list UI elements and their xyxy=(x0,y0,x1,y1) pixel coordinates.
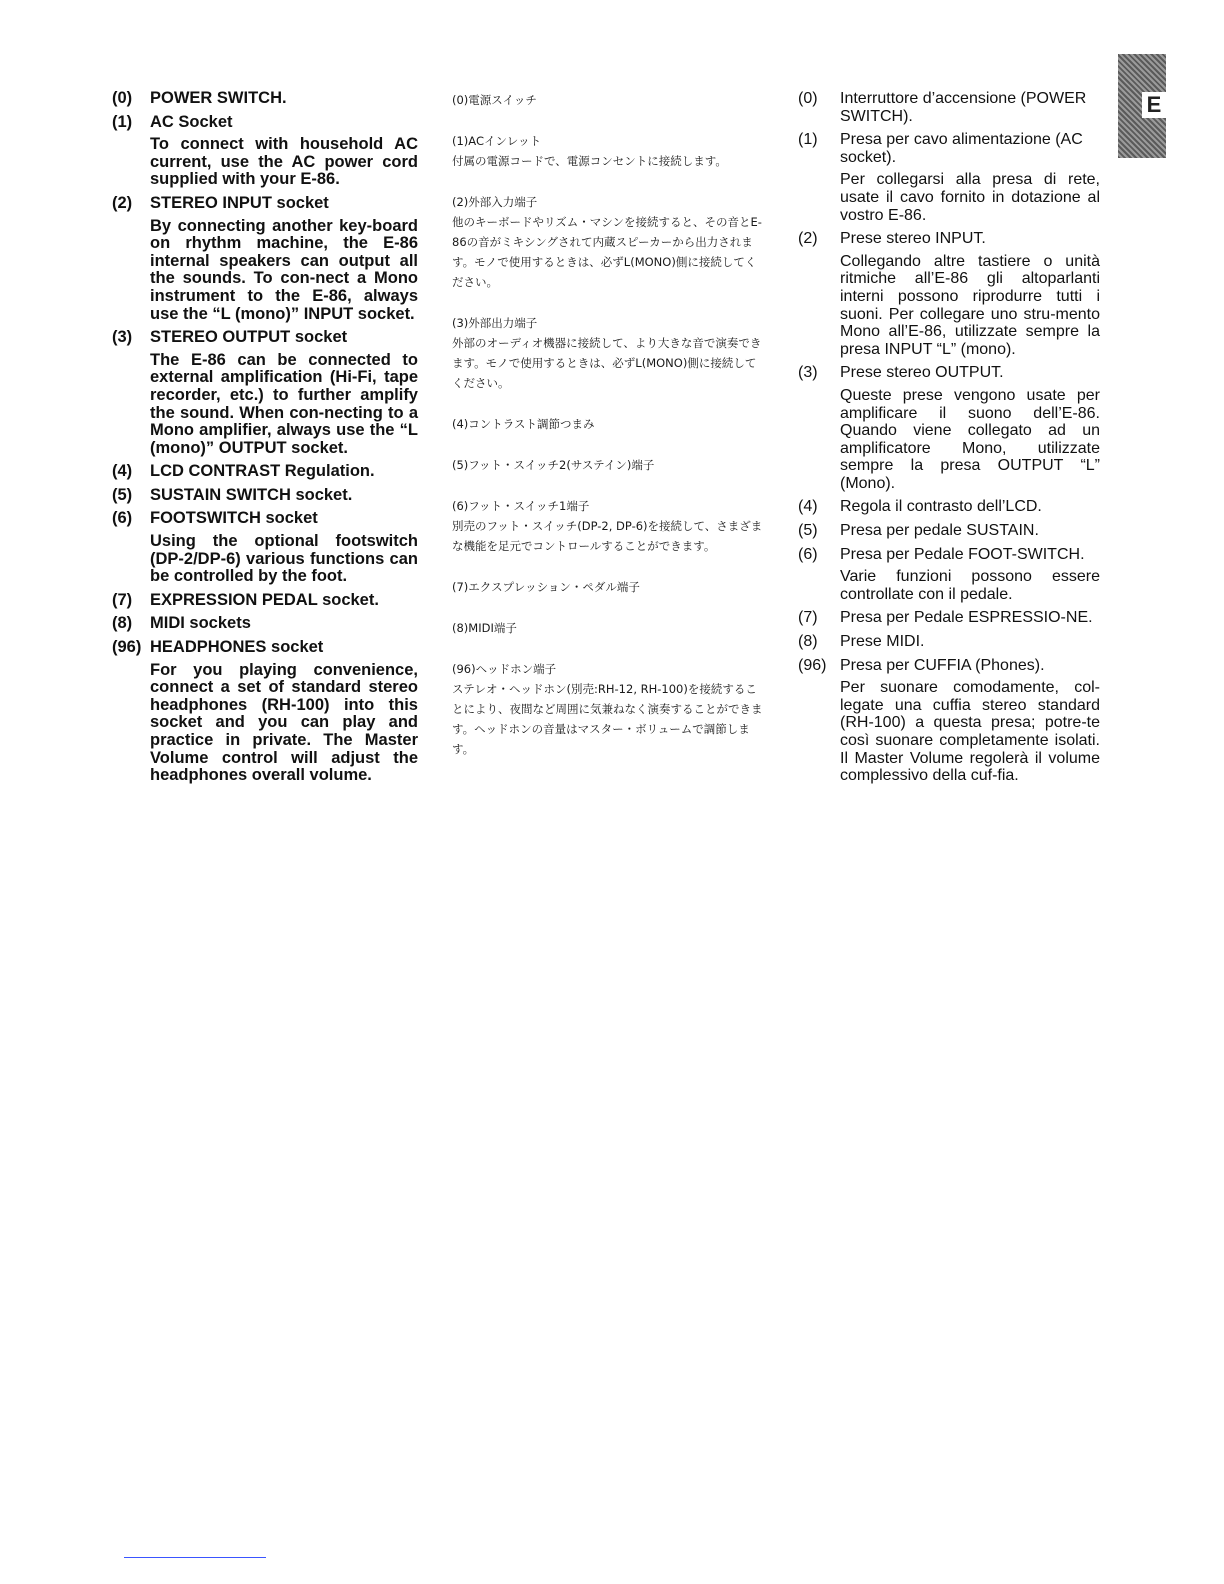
list-item xyxy=(798,364,1100,492)
item-title: Presa per Pedale FOOT-SWITCH. xyxy=(840,545,1085,563)
item-title: Presa per Pedale ESPRESSIO-NE. xyxy=(840,609,1093,627)
item-title: (2)外部入力端子 xyxy=(452,195,538,209)
list-item xyxy=(452,90,764,110)
item-title: STEREO INPUT socket xyxy=(150,193,329,212)
item-title: HEADPHONES socket xyxy=(150,638,324,657)
item-description: For you playing convenience, connect a set of standard stereo headphones (RH-100) into this socket and you can play and practice in private. The Master Volume control will adjust the headphones overall volume. xyxy=(150,660,418,785)
list-item xyxy=(798,633,1100,651)
item-number: (1) xyxy=(112,112,133,131)
item-title: Presa per cavo alimentazione (AC socket). xyxy=(840,131,1083,166)
item-title: Prese stereo OUTPUT. xyxy=(840,364,1004,382)
item-title: (1)ACインレット xyxy=(452,134,542,148)
list-item xyxy=(798,546,1100,604)
list-item xyxy=(112,195,418,323)
item-title: Prese MIDI. xyxy=(840,633,925,651)
item-number: (8) xyxy=(112,614,133,633)
item-title: EXPRESSION PEDAL socket. xyxy=(150,590,379,609)
item-description: By connecting another key-board on rhythm machine, the E-86 internal speakers can output all the sounds. To con-nect a Mono instrument to the E-86, always use the “L (mono)” INPUT socket. xyxy=(150,216,418,323)
list-item xyxy=(452,455,764,475)
item-description: 別売のフット・スイッチ(DP-2, DP-6)を接続して、さまざまな機能を足元でコントロールすることができます。 xyxy=(452,519,763,553)
list-item xyxy=(452,577,764,597)
page-divider xyxy=(124,1557,266,1558)
english-column xyxy=(112,90,418,791)
item-number: (6) xyxy=(798,545,818,563)
list-item xyxy=(452,313,764,393)
japanese-column xyxy=(452,90,764,780)
list-item xyxy=(798,522,1100,540)
item-title: Prese stereo INPUT. xyxy=(840,230,986,248)
item-title: STEREO OUTPUT socket xyxy=(150,328,348,347)
item-title: (4)コントラスト調節つまみ xyxy=(452,417,595,431)
item-number: (1) xyxy=(798,131,818,149)
list-item xyxy=(112,329,418,457)
item-number: (7) xyxy=(798,609,818,627)
item-title: Regola il contrasto dell’LCD. xyxy=(840,498,1042,516)
item-number: (0) xyxy=(798,90,818,107)
item-number: (6) xyxy=(112,509,133,528)
item-title: (8)MIDI端子 xyxy=(452,621,517,635)
item-title: MIDI sockets xyxy=(150,614,251,633)
item-title: Presa per pedale SUSTAIN. xyxy=(840,522,1039,540)
item-number: (96) xyxy=(112,638,142,657)
item-description: Using the optional footswitch (DP-2/DP-6) various functions can be controlled by the foot. xyxy=(150,532,418,586)
item-number: (3) xyxy=(798,364,818,382)
item-title: Presa per CUFFIA (Phones). xyxy=(840,656,1045,674)
list-item xyxy=(112,510,418,585)
item-description: Collegando altre tastiere o unità ritmiche all’E-86 gli altoparlanti interni possono riprodurre tutti i suoni. Per collegare uno stru-mento Mono all’E-86, utilizzate sempre la presa INPUT “L” (mono). xyxy=(840,252,1100,358)
item-description: 付属の電源コードで、電源コンセントに接続します。 xyxy=(452,154,727,168)
item-number: (96) xyxy=(798,656,827,674)
list-item xyxy=(798,131,1100,224)
item-number: (2) xyxy=(798,230,818,248)
item-description: 他のキーボードやリズム・マシンを接続すると、その音とE-86の音がミキシングされて内蔵スピーカーから出力されます。モノで使用するときは、必ずL(MONO)側に接続してください。 xyxy=(452,215,762,289)
list-item xyxy=(452,192,764,292)
item-description: The E-86 can be connected to external amplification (Hi-Fi, tape recorder, etc.) to further amplify the sound. When con-necting to a Mono amplifier, always use the “L (mono)” OUTPUT socket. xyxy=(150,350,418,457)
item-title: (3)外部出力端子 xyxy=(452,316,538,330)
item-description: Varie funzioni possono essere controllate con il pedale. xyxy=(840,568,1100,603)
list-item xyxy=(798,498,1100,516)
item-title: SUSTAIN SWITCH socket. xyxy=(150,485,353,504)
list-item xyxy=(452,131,764,171)
italian-column xyxy=(798,90,1100,791)
item-title: (5)フット・スイッチ2(サステイン)端子 xyxy=(452,458,655,472)
item-number: (0) xyxy=(112,89,133,107)
list-item xyxy=(798,609,1100,627)
list-item xyxy=(798,230,1100,358)
item-title: (7)エクスプレッション・ペダル端子 xyxy=(452,580,640,594)
item-number: (4) xyxy=(112,462,133,481)
item-number: (4) xyxy=(798,498,818,516)
list-item xyxy=(798,90,1100,125)
item-title: POWER SWITCH. xyxy=(150,89,287,107)
item-description: To connect with household AC current, use the AC power cord supplied with your E-86. xyxy=(150,135,418,189)
item-number: (7) xyxy=(112,590,133,609)
item-title: (6)フット・スイッチ1端子 xyxy=(452,499,590,513)
item-number: (8) xyxy=(798,633,818,651)
item-number: (2) xyxy=(112,193,133,212)
list-item xyxy=(112,114,418,189)
list-item xyxy=(112,90,418,108)
item-number: (3) xyxy=(112,328,133,347)
list-item xyxy=(112,463,418,481)
item-number: (5) xyxy=(798,522,818,540)
item-title: LCD CONTRAST Regulation. xyxy=(150,462,375,481)
list-item xyxy=(112,592,418,610)
list-item xyxy=(112,487,418,505)
list-item xyxy=(112,639,418,785)
item-title: (96)ヘッドホン端子 xyxy=(452,662,557,676)
list-item xyxy=(452,414,764,434)
list-item xyxy=(798,657,1100,785)
item-title: Interruttore d’accensione (POWER SWITCH). xyxy=(840,90,1087,125)
section-tab-letter: E xyxy=(1142,92,1166,118)
list-item xyxy=(452,659,764,759)
list-item xyxy=(452,496,764,556)
item-description: Per suonare comodamente, col-legate una cuffia stereo standard (RH-100) a questa presa; potre-te così suonare completamente isolati. Il Master Volume regolerà il volume complessivo della cuf-fia. xyxy=(840,679,1100,785)
item-description: Queste prese vengono usate per amplificare il suono dell’E-86. Quando viene collegato ad un amplificatore Mono, utilizzate sempre la presa OUTPUT “L” (Mono). xyxy=(840,386,1100,492)
item-description: ステレオ・ヘッドホン(別売:RH-12, RH-100)を接続することにより、夜間など周囲に気兼ねなく演奏することができます。ヘッドホンの音量はマスター・ボリュームで調節します。 xyxy=(452,682,763,756)
list-item xyxy=(452,618,764,638)
item-description: 外部のオーディオ機器に接続して、より大きな音で演奏できます。モノで使用するときは、必ずL(MONO)側に接続してください。 xyxy=(452,336,762,390)
item-number: (5) xyxy=(112,485,133,504)
list-item xyxy=(112,615,418,633)
item-title: FOOTSWITCH socket xyxy=(150,509,318,528)
item-title: (0)電源スイッチ xyxy=(452,93,537,107)
item-title: AC Socket xyxy=(150,112,233,131)
item-description: Per collegarsi alla presa di rete, usate il cavo fornito in dotazione al vostro E-86. xyxy=(840,171,1100,224)
